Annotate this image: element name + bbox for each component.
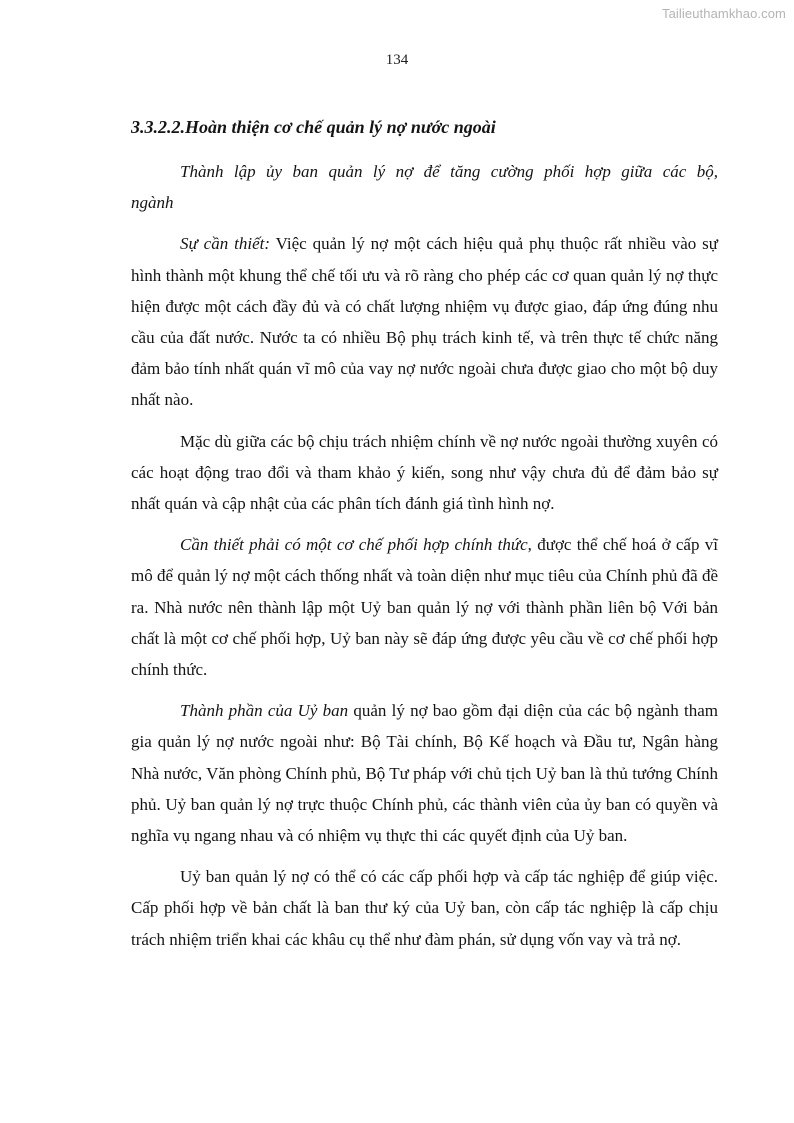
- paragraph-body: quản lý nợ bao gồm đại diện của các bộ ngành tham gia quản lý nợ nước ngoài như: Bộ Tài chính, Bộ Kế hoạch và Đầu tư, Ngân hàng Nhà nước, Văn phòng Chính phủ, Bộ Tư pháp với chủ tịch Uỷ ban là thủ tướng Chính phủ. Uỷ ban quản lý nợ trực thuộc Chính phủ, các thành viên của ủy ban có quyền và nghĩa vụ ngang nhau và có nhiệm vụ thực thi các quyết định của Uỷ ban.: [131, 701, 719, 846]
- section-heading: 3.3.2.2.Hoàn thiện cơ chế quản lý nợ nước ngoài: [131, 117, 496, 137]
- paragraph-necessity: [131, 228, 718, 415]
- page-number: 134: [385, 52, 409, 68]
- paragraph-body: Việc quản lý nợ một cách hiệu quả phụ thuộc rất nhiều vào sự hình thành một khung thể chế tối ưu và rõ ràng cho phép các cơ quan quản lý nợ thực hiện được một cách đầy đủ và có chất lượng nhiệm vụ được giao, đáp ứng đúng nhu cầu của đất nước. Nước ta có nhiều Bộ phụ trách kinh tế, và trên thực tế chức năng đảm bảo tính nhất quán vĩ mô của vay nợ nước ngoài chưa được giao cho một bộ duy nhất nào.: [131, 234, 718, 410]
- page-content: [131, 114, 718, 965]
- paragraph-lead: Thành phần của Uỷ ban: [180, 701, 349, 721]
- paragraph-consultation: Mặc dù giữa các bộ chịu trách nhiệm chính về nợ nước ngoài thường xuyên có các hoạt động trao đổi và tham khảo ý kiến, song như vậy chưa đủ để đảm bảo sự nhất quán và cập nhật của các phân tích đánh giá tình hình nợ.: [131, 431, 718, 514]
- paragraph-lead: Sự cần thiết:: [180, 234, 271, 254]
- paragraph-composition: [131, 695, 718, 851]
- subheading: Thành lập ủy ban quản lý nợ để tăng cường phối hợp giữa các bộ, ngành: [131, 162, 718, 213]
- paragraph-body: , được thể chế hoá ở cấp vĩ mô để quản lý nợ một cách thống nhất và toàn diện như mục tiêu của Chính phủ đã đề ra. Nhà nước nên thành lập một Uỷ ban quản lý nợ với thành phần liên bộ Với bản chất là một cơ chế phối hợp, Uỷ ban này sẽ đáp ứng được yêu cầu về cơ chế phối hợp chính thức.: [131, 535, 718, 680]
- paragraph-mechanism: [131, 529, 718, 685]
- paragraph-levels: Uỷ ban quản lý nợ có thể có các cấp phối hợp và cấp tác nghiệp để giúp việc. Cấp phối hợp về bản chất là ban thư ký của Uỷ ban, còn cấp tác nghiệp là cấp chịu trách nhiệm triển khai các khâu cụ thể như đàm phán, sử dụng vốn vay và trả nợ.: [131, 867, 718, 949]
- paragraph-lead: Cần thiết phải có một cơ chế phối hợp chính thức: [180, 535, 528, 555]
- watermark: Tailieuthamkhao.com: [661, 6, 786, 21]
